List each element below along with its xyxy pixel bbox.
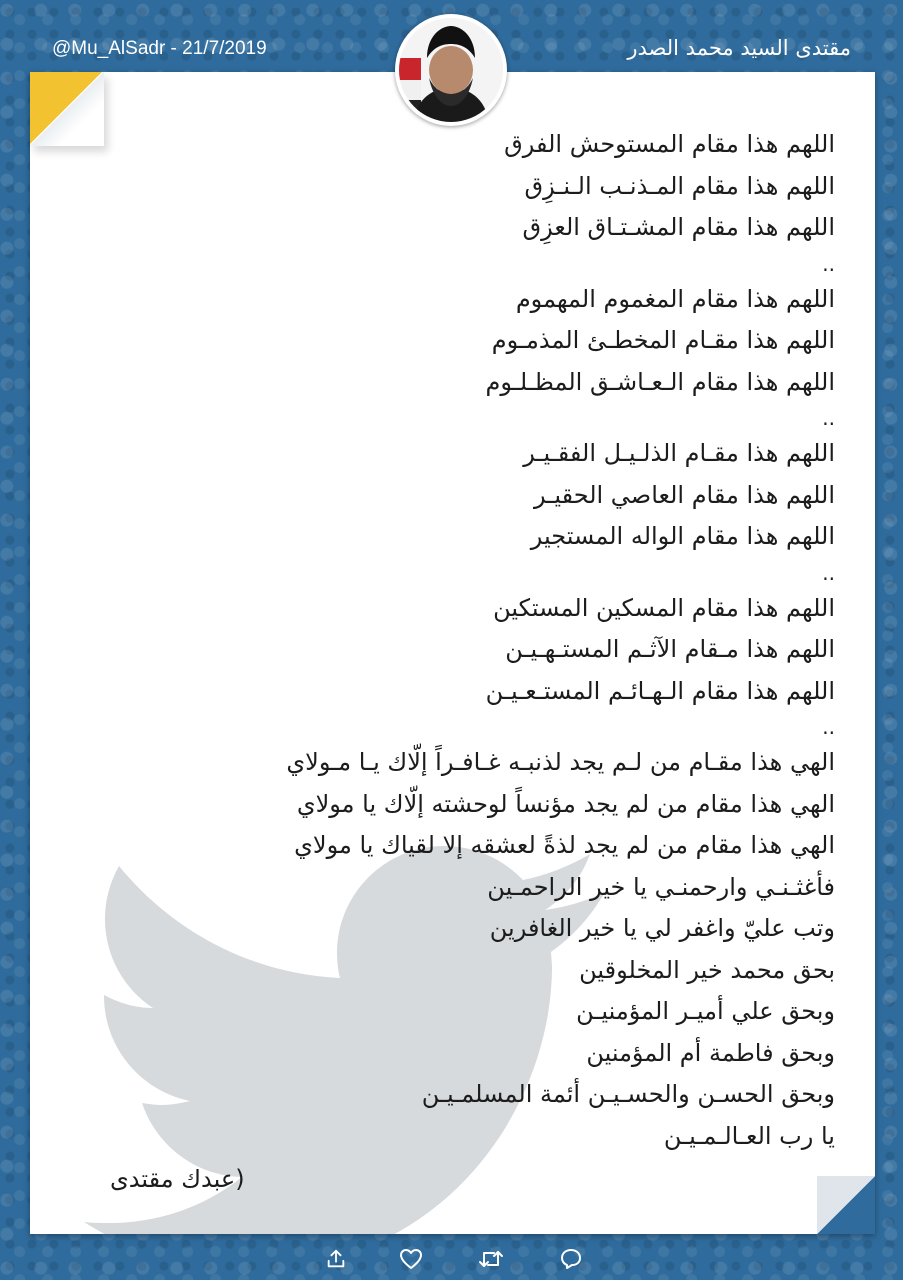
- tweet-actions: [0, 1238, 903, 1280]
- poem-line: الهي هذا مقـام من لـم يجد لذنبـه غـافـراً إلّاك يـا مـولاي: [286, 748, 835, 776]
- poem-line: اللهم هذا مقام المـذنـب الـنـزِق: [524, 171, 835, 200]
- poem-line: اللهم هذا مقام الواله المستجير: [530, 522, 835, 550]
- poem-line: اللهم هذا مقام المشـتـاق العزِق: [522, 213, 835, 241]
- poem-separator: ..: [822, 406, 835, 430]
- profile-photo-icon: [399, 18, 503, 122]
- poem-line: الهي هذا مقام من لم يجد لذةً لعشقه إلا لقياك يا مولاي: [294, 831, 835, 859]
- share-icon: [325, 1248, 347, 1270]
- page-fold-bottom: [817, 1176, 875, 1234]
- reply-icon: [559, 1248, 583, 1270]
- poem-line: اللهم هذا مقام الـهـائـم المستـعـيـن: [485, 676, 835, 705]
- poem-line: وبحق علي أميـر المؤمنيـن: [576, 997, 835, 1025]
- poem-text: [215, 124, 835, 1157]
- like-icon: [399, 1248, 423, 1270]
- poem-line: اللهم هذا مقام الـعـاشـق المظـلـوم: [485, 367, 835, 396]
- reply-button[interactable]: [556, 1244, 586, 1274]
- avatar[interactable]: [395, 14, 507, 126]
- retweet-button[interactable]: [476, 1244, 506, 1274]
- poem-line: يا رب العـالـمـيـن: [663, 1121, 835, 1150]
- share-button[interactable]: [321, 1244, 351, 1274]
- retweet-icon: [478, 1248, 504, 1270]
- poem-separator: ..: [822, 251, 835, 276]
- poem-separator: ..: [822, 715, 835, 739]
- poem-line: وتب عليّ واغفر لي يا خير الغافرين: [489, 914, 835, 942]
- poem-separator: ..: [822, 560, 835, 585]
- poem-line: اللهم هذا مقـام الذلـيـل الفقـيـر: [523, 439, 835, 467]
- poem-line: بحق محمد خير المخلوقين: [579, 955, 835, 984]
- poem-line: اللهم هذا مقام المسكين المستكين: [493, 593, 835, 622]
- header-author-name: مقتدى السيد محمد الصدر: [627, 36, 851, 60]
- poem-line: اللهم هذا مقام المغموم المهموم: [515, 284, 835, 313]
- like-button[interactable]: [396, 1244, 426, 1274]
- poem-line: الهي هذا مقام من لم يجد مؤنساً لوحشته إلّاك يا مولاي: [296, 789, 835, 818]
- poem-line: فأغثـنـي وارحمنـي يا خير الراحمـين: [487, 872, 835, 901]
- signature: (عبدك مقتدى: [110, 1165, 245, 1193]
- header-handle-date: @Mu_AlSadr - 21/7/2019: [52, 38, 267, 59]
- poem-line: اللهم هذا مقام العاصي الحقيـر: [534, 480, 835, 509]
- poem-line: وبحق الحسـن والحسـيـن أئمة المسلمـيـن: [421, 1080, 835, 1108]
- page-fold-corner: [30, 72, 102, 144]
- poem-line: اللهم هذا مقـام المخطـئ المذمـوم: [491, 326, 835, 354]
- poem-line: اللهم هذا مقام المستوحش الفرق: [504, 130, 835, 158]
- poem-line: اللهم هذا مـقام الآثـم المستـهـيـن: [505, 635, 835, 663]
- poem-line: وبحق فاطمة أم المؤمنين: [586, 1038, 835, 1067]
